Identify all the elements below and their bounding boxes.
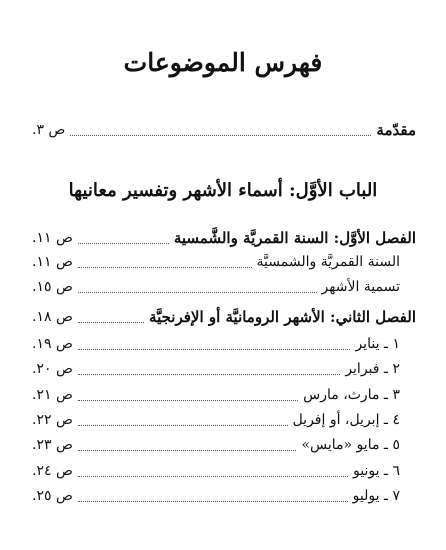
toc-entry-title: ٣ ـ مارث، مارس bbox=[303, 387, 400, 403]
dot-leader bbox=[78, 449, 297, 451]
dot-leader bbox=[78, 348, 351, 350]
toc-entry-title: مقدّمة bbox=[376, 121, 416, 139]
dot-leader bbox=[78, 242, 169, 244]
dot-leader bbox=[78, 424, 288, 426]
toc-entry-april bbox=[32, 408, 400, 432]
toc-entry-title: الفصل الثاني: الأشهر الرومانيَّة أو الإفرنجيَّة bbox=[149, 308, 416, 326]
toc-page-ref: ص ٢٠. bbox=[32, 361, 73, 377]
dot-leader bbox=[78, 475, 348, 477]
dot-leader bbox=[78, 500, 348, 502]
part-heading: الباب الأوَّل: أسماء الأشهر وتفسير معانيها bbox=[68, 180, 378, 201]
toc-entry-chapter-2 bbox=[32, 305, 416, 329]
dot-leader bbox=[78, 399, 298, 401]
page-title: فهرس الموضوعات bbox=[123, 48, 323, 77]
toc-entry-title: ١ ـ يناير bbox=[355, 336, 400, 352]
toc-page-ref: ص ١١. bbox=[32, 230, 73, 246]
dot-leader bbox=[78, 266, 252, 268]
toc-entry-june bbox=[32, 459, 400, 483]
toc-page-ref: ص ٢٥. bbox=[32, 488, 73, 504]
toc-entry-lunar-solar-year bbox=[32, 250, 400, 274]
toc-page-ref: ص ٢٤. bbox=[32, 463, 73, 479]
toc-page-ref: ص ٢١. bbox=[32, 387, 73, 403]
dot-leader bbox=[78, 321, 144, 323]
toc-entry-title: ٥ ـ مايو «مايس» bbox=[301, 437, 400, 453]
dot-leader bbox=[78, 291, 317, 293]
toc-entry-title: ٤ ـ إبريل، أو إفريل bbox=[292, 412, 400, 428]
toc-entry-title: ٧ ـ يوليو bbox=[352, 488, 400, 504]
toc-entry-title: الفصل الأوَّل: السنة القمريَّة والشَّمسية bbox=[173, 229, 416, 247]
toc-page-ref: ص ٣. bbox=[32, 122, 66, 138]
toc-page-ref: ص ١٥. bbox=[32, 279, 73, 295]
toc-entry-title: ٢ ـ فبراير bbox=[345, 361, 400, 377]
toc-page-ref: ص ٢٣. bbox=[32, 437, 73, 453]
toc-entry-january bbox=[32, 332, 400, 356]
dot-leader bbox=[78, 373, 340, 375]
toc-entry-march bbox=[32, 383, 400, 407]
toc-entry-title: تسمية الأشهر bbox=[321, 279, 400, 295]
toc-entry-july bbox=[32, 484, 400, 508]
toc-page-ref: ص ١٩. bbox=[32, 336, 73, 352]
toc-entry-introduction bbox=[32, 118, 416, 142]
toc-entry-naming-months bbox=[32, 275, 400, 299]
toc-entry-chapter-1 bbox=[32, 226, 416, 250]
dot-leader bbox=[70, 134, 371, 136]
toc-entry-title: السنة القمريَّة والشمسيَّة bbox=[256, 254, 400, 270]
toc-entry-february bbox=[32, 357, 400, 381]
toc-page-ref: ص ١٨. bbox=[32, 309, 73, 325]
toc-entry-may bbox=[32, 433, 400, 457]
toc-entry-title: ٦ ـ يونيو bbox=[352, 463, 400, 479]
toc-page-ref: ص ٢٢. bbox=[32, 412, 73, 428]
toc-page-ref: ص ١١. bbox=[32, 254, 73, 270]
